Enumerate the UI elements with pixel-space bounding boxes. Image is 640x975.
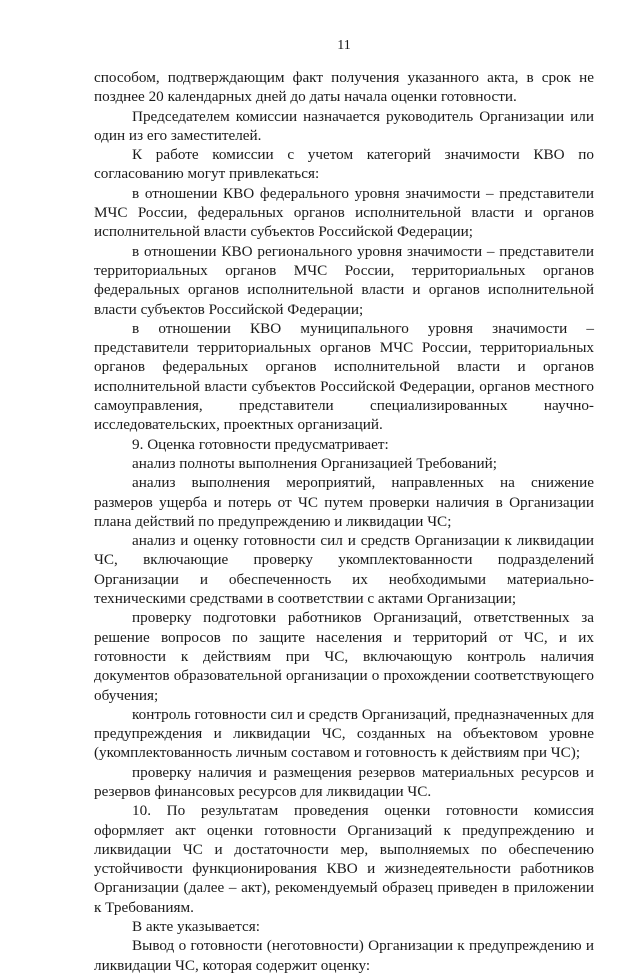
paragraph: проверку подготовки работников Организаций, ответственных за решение вопросов по защите населения и территорий от ЧС, и их готовности к действиям при ЧС, включающую контроль наличия документов образовательной организации о прохождении соответствующего обучения; xyxy=(94,609,594,704)
paragraph: анализ и оценку готовности сил и средств Организации к ликвидации ЧС, включающие проверку укомплектованности подразделений Организации и обеспеченность их необходимыми материально-техническими средствами в соответствии с актами Организации; xyxy=(94,532,594,608)
page-number: 11 xyxy=(337,38,351,53)
paragraph: 9. Оценка готовности предусматривает: xyxy=(132,435,389,453)
paragraph: в отношении КВО регионального уровня значимости – представители территориальных органов МЧС России, территориальных органов федеральных органов исполнительной власти и органов исполнительной власти субъектов Российской Федерации; xyxy=(94,242,594,318)
document-body xyxy=(94,68,594,975)
paragraph: анализ выполнения мероприятий, направленных на снижение размеров ущерба и потерь от ЧС путем проверки наличия в Организации плана действий по предупреждению и ликвидации ЧС; xyxy=(94,474,594,530)
paragraph: способом, подтверждающим факт получения указанного акта, в срок не позднее 20 календарных дней до даты начала оценки готовности. xyxy=(94,69,594,106)
paragraph: К работе комиссии с учетом категорий значимости КВО по согласованию могут привлекаться: xyxy=(94,146,594,183)
paragraph: проверку наличия и размещения резервов материальных ресурсов и резервов финансовых ресурсов для ликвидации ЧС. xyxy=(94,763,594,800)
paragraph: в отношении КВО федерального уровня значимости – представители МЧС России, федеральных органов исполнительной власти и органов исполнительной власти субъектов Российской Федерации; xyxy=(94,184,594,241)
paragraph: В акте указывается: xyxy=(132,918,260,936)
paragraph: анализ полноты выполнения Организацией Требований; xyxy=(132,454,498,472)
paragraph: 10. По результатам проведения оценки готовности комиссия оформляет акт оценки готовности Организаций к предупреждению и ликвидации ЧС и достаточности мер, выполняемых по обеспечению устойчивости функционирования КВО и жизнедеятельности работников Организации (далее – акт), рекомендуемый образец приведен в приложении к Требованиям. xyxy=(94,802,594,916)
paragraph: контроль готовности сил и средств Организаций, предназначенных для предупреждения и ликвидации ЧС, созданных на объектовом уровне (укомплектованность личным составом и готовность к действиям при ЧС); xyxy=(94,705,594,762)
paragraph: Председателем комиссии назначается руководитель Организации или один из его заместителей. xyxy=(94,107,594,144)
paragraph: в отношении КВО муниципального уровня значимости – представители территориальных органов МЧС России, территориальных органов федеральных органов исполнительной власти и органов исполнительной власти субъектов Российской Федерации, органов местного самоуправления, представители специализированных научно-исследовательских, проектных организаций. xyxy=(94,319,594,434)
paragraph: Вывод о готовности (неготовности) Организации к предупреждению и ликвидации ЧС, которая содержит оценку: xyxy=(94,937,594,974)
